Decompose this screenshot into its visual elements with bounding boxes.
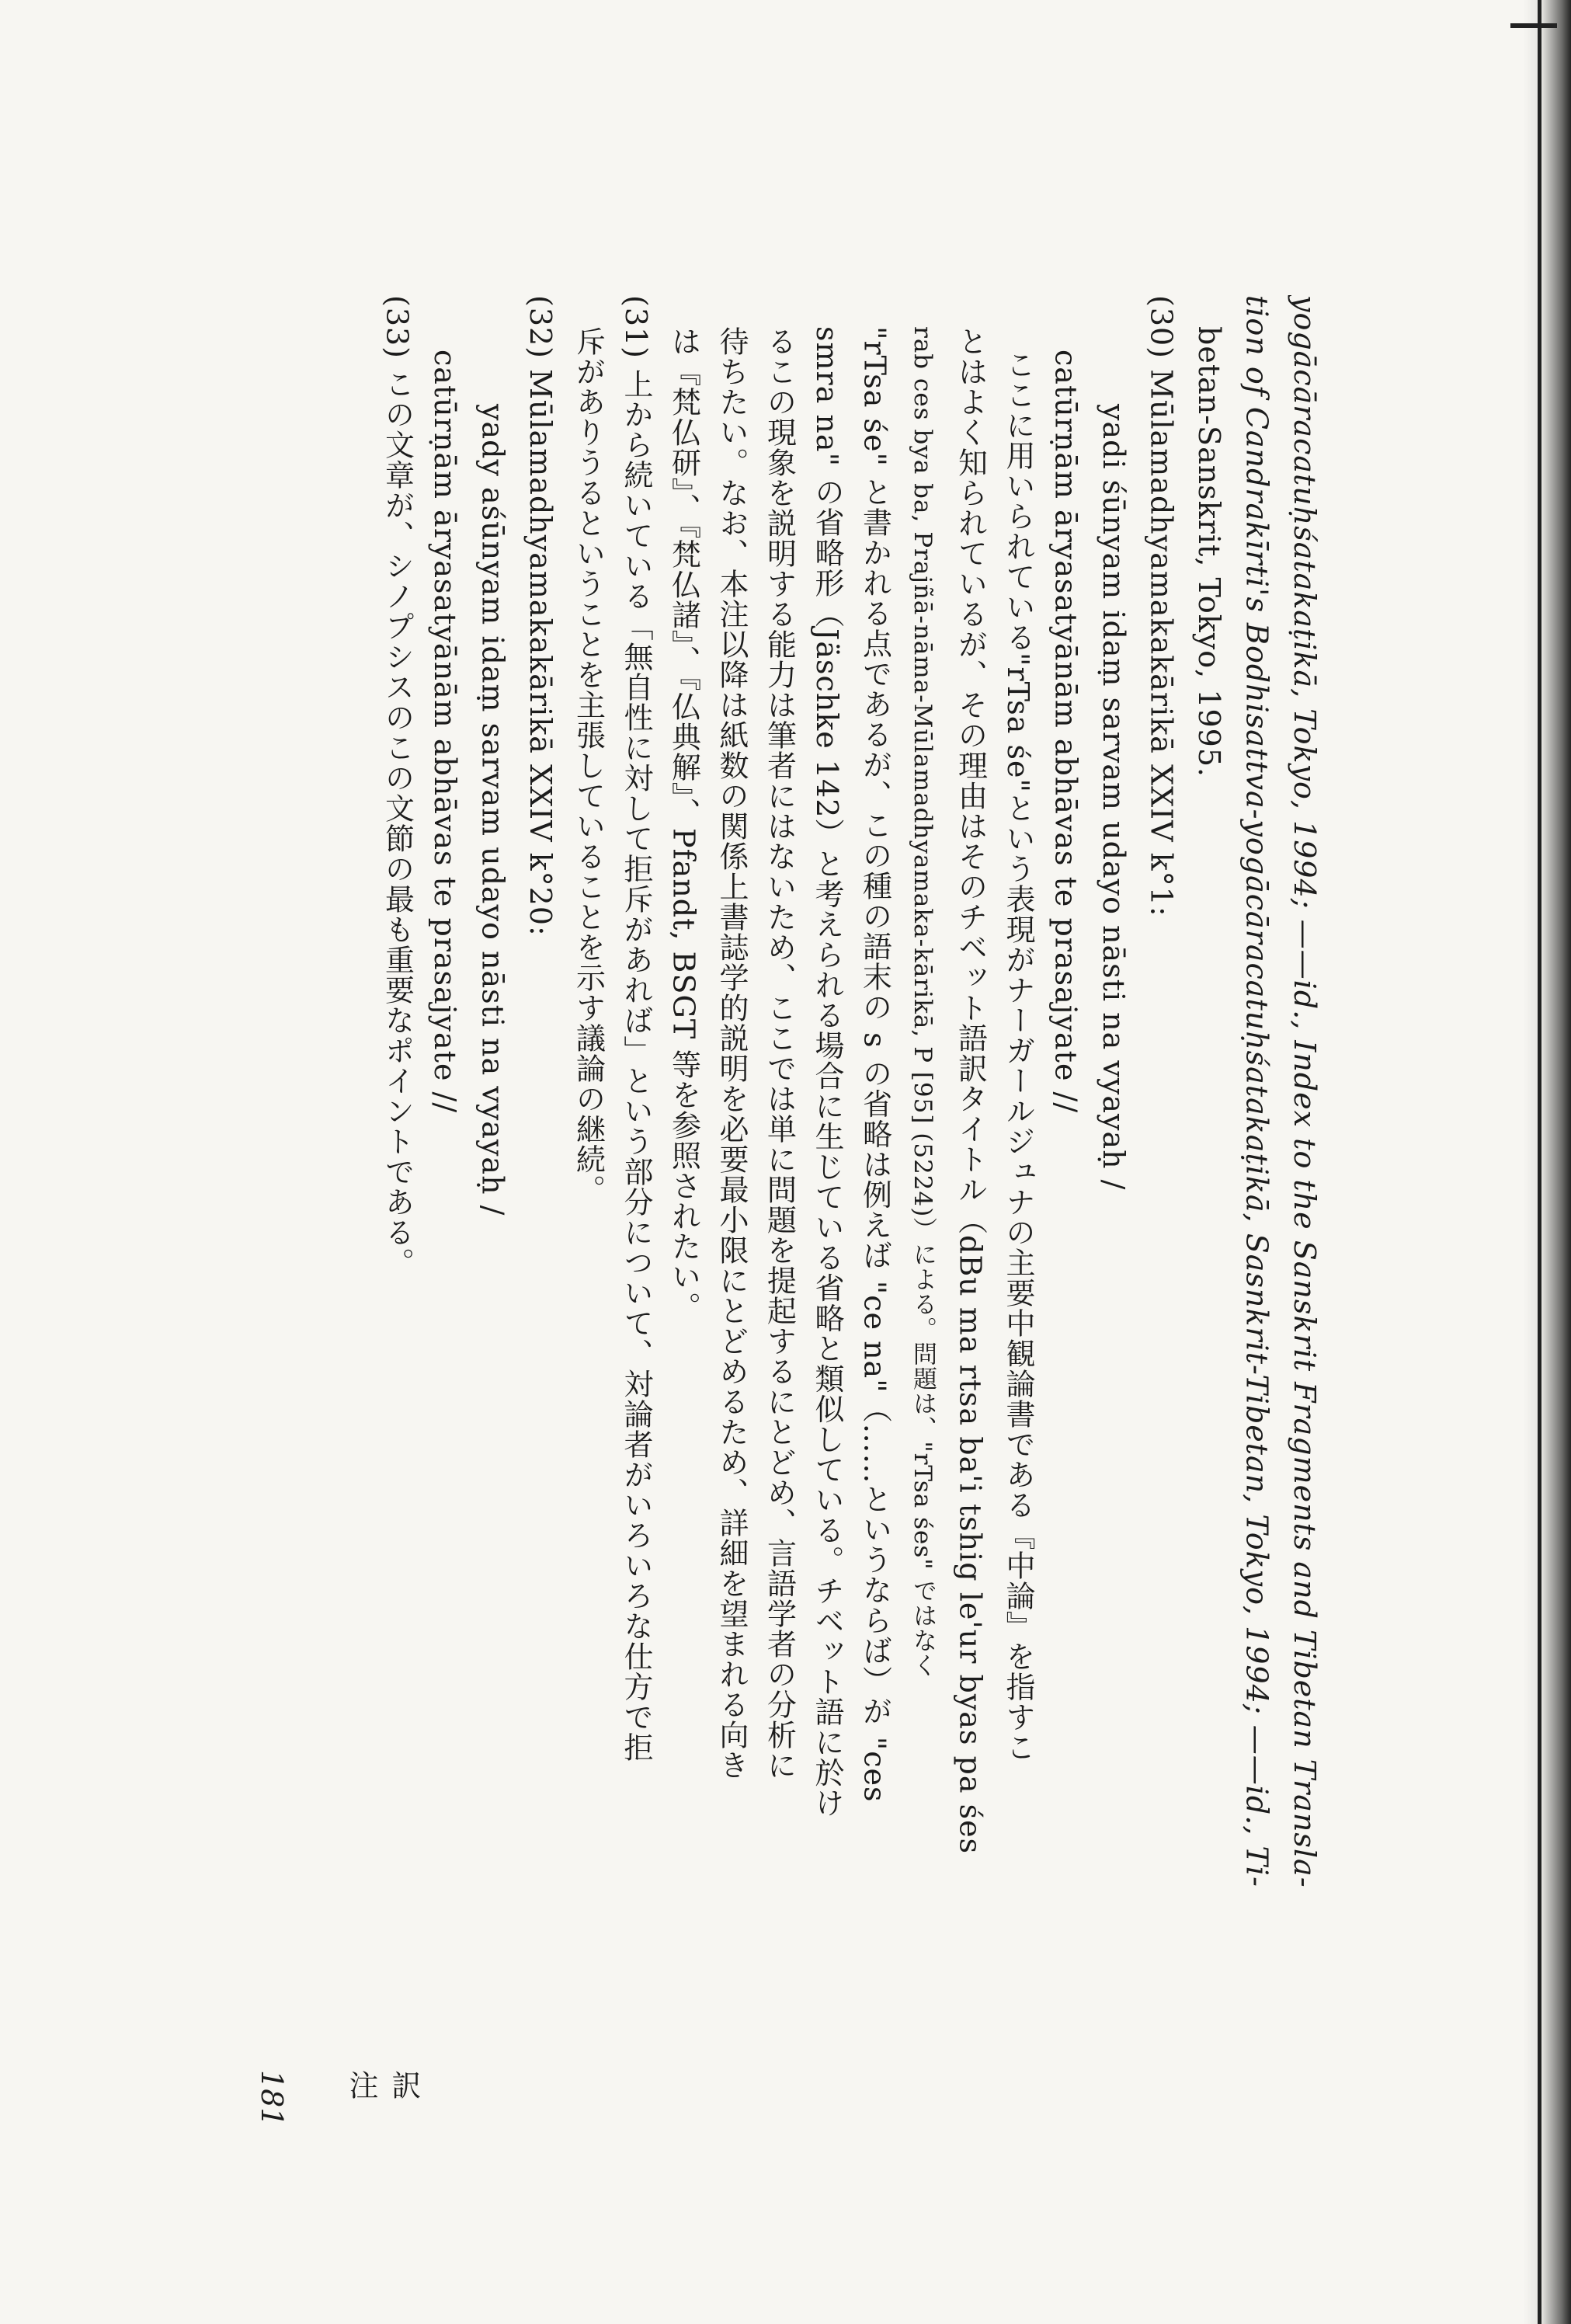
note-31: (31) 上から続いている「無自性に対して拒斥があれば」という部分について、対論者がいろいろな仕方で拒 bbox=[619, 295, 653, 1763]
verse-line: catūrṇām āryasatyānām abhāvas te prasajyate // bbox=[1048, 350, 1083, 1114]
text-line: 斥がありうるということを主張していることを示す議論の継続。 bbox=[571, 326, 606, 1205]
text-line: smra na" の省略形（Jäschke 142）と考えられる場合に生じている省略と類似している。チベット語に於け bbox=[810, 326, 844, 1818]
text-line: は『梵仏研』、『梵仏諸』、『仏典解』、Pfandt, BSGT 等を参照されたい。 bbox=[666, 326, 701, 1323]
text-line: ここに用いられている"rTsa śe"という表現がナーガールジュナの主要中観論書である『中論』を指すこ bbox=[1001, 350, 1035, 1762]
text-line: tion of Candrakīrti's Bodhisattva-yogācāracatuḥśatakaṭikā, Sasnkrit-Tibetan, Tokyo, 1994; ——id., Ti- bbox=[1239, 295, 1274, 1887]
text-line: rab ces bya ba, Prajñā-nāma-Mūlamadhyamaka-kārikā, P [95] (5224)）による。問題は、"rTsa śes" ではなく bbox=[909, 326, 937, 1679]
text-line: 待ちたい。なお、本注以降は紙数の関係上書誌学的説明を必要最小限にとどめるため、詳細を望まれる向き bbox=[714, 326, 749, 1780]
text-line: betan-Sanskrit, Tokyo, 1995. bbox=[1192, 326, 1226, 778]
verse-line: catūrṇām āryasatyānām abhāvas te prasajyate // bbox=[428, 350, 462, 1114]
text-line: yogācāracatuḥśatakaṭikā, Tokyo, 1994; ——id., Index to the Sanskrit Fragments and Tibetan Transla- bbox=[1288, 295, 1322, 1888]
note-30-heading: (30) Mūlamadhyamakakārikā XXIV k°1: bbox=[1144, 295, 1179, 917]
note-32-heading: (32) Mūlamadhyamakakārikā XXIV k°20: bbox=[523, 295, 558, 937]
verse-line: yadi śūnyam idaṃ sarvam udayo nāsti na vyayaḥ / bbox=[1097, 404, 1131, 1191]
corner-mark bbox=[1510, 23, 1557, 28]
book-edge-line bbox=[1538, 0, 1541, 2324]
note-33: (33) この文章が、シノプシスのこの文節の最も重要なポイントである。 bbox=[380, 295, 415, 1279]
notes-body bbox=[225, 295, 1328, 2066]
page-number: 181 bbox=[255, 2070, 289, 2127]
text-line: "rTsa śe" と書かれる点であるが、この種の語末の s の省略は例えば "ce na"（……というならば）が "ces bbox=[857, 326, 892, 1803]
text-line: るこの現象を説明する能力は筆者にはないため、ここでは単に問題を提起するにとどめ、言語学者の分析に bbox=[762, 326, 797, 1780]
page-footer bbox=[233, 2070, 481, 2155]
book-edge-shadow bbox=[1523, 0, 1571, 2324]
verse-line: yady aśūnyam idaṃ sarvam udayo nāsti na vyayaḥ / bbox=[475, 404, 510, 1216]
running-head: 訳 注 bbox=[344, 2070, 421, 2138]
text-line: とはよく知られているが、その理由はそのチベット語訳タイトル（dBu ma rtsa ba'i tshig le'ur byas pa śes bbox=[953, 326, 988, 1855]
